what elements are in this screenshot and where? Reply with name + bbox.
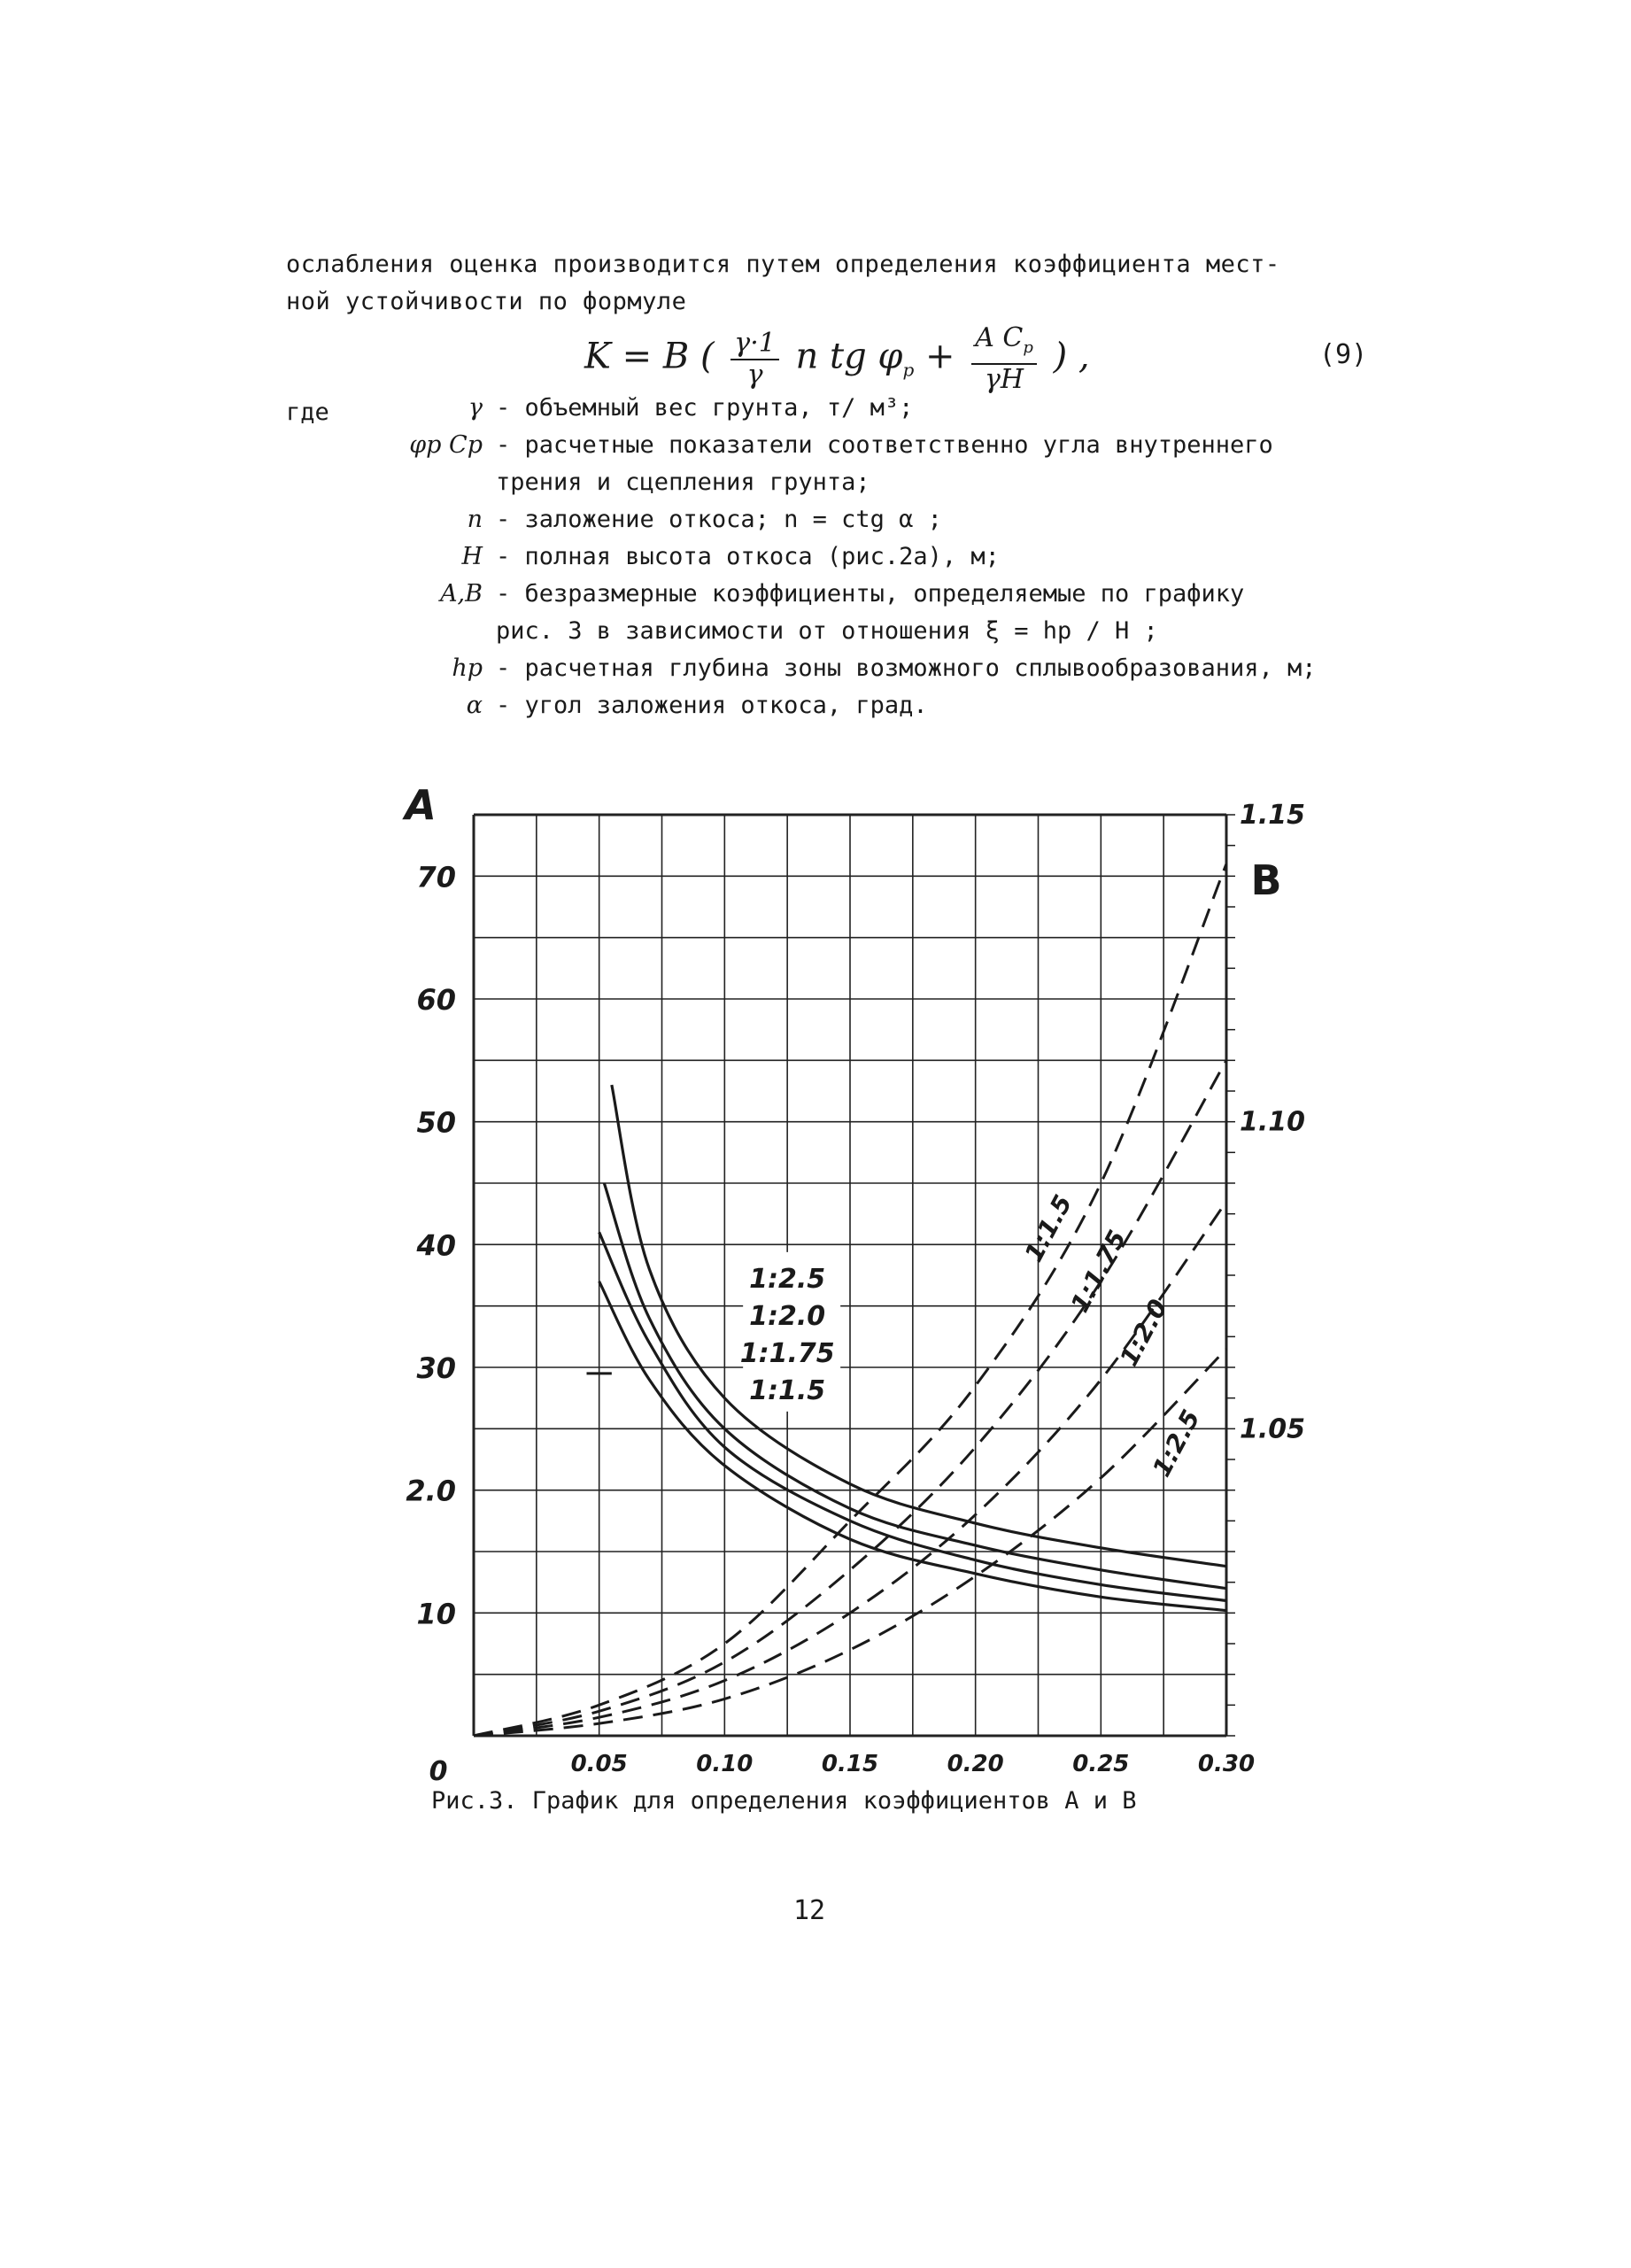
formula-mid: n tg φ: [795, 336, 903, 377]
right-tick-label: 1.10: [1240, 1106, 1306, 1138]
b-curve-label: 1:2.5: [1147, 1405, 1206, 1482]
a-curve-label: 1:1.5: [749, 1374, 826, 1406]
right-axis-title: B: [1250, 856, 1282, 904]
paragraph-line-2: ной устойчивости по формуле: [286, 288, 687, 315]
figure-caption: Рис.3. График для определения коэффициентов А и В: [431, 1787, 1137, 1815]
fraction-2-denominator: γH: [985, 364, 1024, 395]
definition-text: - полная высота откоса (рис.2а), м;: [496, 543, 1000, 570]
formula-lhs: K = B (: [584, 336, 715, 377]
x-tick-label: 0.15: [821, 1751, 879, 1777]
where-label: где: [286, 399, 329, 426]
left-tick-label: 60: [416, 983, 456, 1017]
left-tick-label: 70: [416, 860, 456, 894]
left-tick-label: 30: [416, 1351, 456, 1385]
definition-text: рис. 3 в зависимости от отношения ξ = hр / H ;: [496, 617, 1158, 645]
definition-symbol: n: [467, 506, 483, 533]
a-curve-label: 1:1.75: [739, 1337, 835, 1369]
b-curve-label: 1:1.5: [1018, 1189, 1078, 1267]
definition-symbol: γ: [468, 394, 483, 422]
definition-row: [372, 580, 1434, 617]
definition-text: - расчетные показатели соответственно угла внутреннего: [496, 431, 1273, 459]
definition-row: [372, 431, 1434, 468]
formula-plus: +: [924, 336, 955, 377]
fraction-1-numerator: γ·1: [730, 329, 779, 360]
x-tick-label: 0.25: [1072, 1751, 1130, 1777]
left-tick-label: 40: [416, 1228, 456, 1263]
right-tick-label: 1.15: [1240, 800, 1306, 831]
left-tick-label: 50: [416, 1105, 456, 1140]
definition-text: - заложение откоса; n = ctg α ;: [496, 506, 942, 533]
definition-symbol: A,B: [440, 580, 483, 608]
definition-row: [372, 543, 1434, 580]
equation-number: (9): [1319, 339, 1368, 370]
a-curve-label: 1:2.0: [749, 1300, 826, 1332]
paragraph-line-1: ослабления оценка производится путем определения коэффициента мест-: [286, 251, 1280, 278]
definition-text: - объемный вес грунта, т/ м³;: [496, 394, 914, 422]
definition-row: [372, 394, 1434, 431]
right-tick-label: 1.05: [1240, 1413, 1306, 1445]
definition-symbol: α: [466, 692, 483, 719]
definition-row: [372, 468, 1434, 506]
definition-row: [372, 692, 1434, 729]
definition-text: трения и сцепления грунта;: [496, 468, 870, 496]
left-axis-title: A: [405, 781, 437, 829]
formula-fraction-1: [730, 329, 779, 391]
definition-row: [372, 506, 1434, 543]
fraction-1-denominator: γ: [746, 359, 763, 391]
x-tick-label: 0.20: [947, 1751, 1004, 1777]
definitions-list: [372, 394, 1434, 729]
definition-text: - безразмерные коэффициенты, определяемые по графику: [496, 580, 1245, 608]
definition-text: - расчетная глубина зоны возможного сплывообразования, м;: [496, 654, 1317, 682]
x-tick-label: 0.05: [570, 1751, 628, 1777]
definition-row: [372, 617, 1434, 654]
definition-text: - угол заложения откоса, град.: [496, 692, 928, 719]
b-curve-label: 1:1.75: [1064, 1225, 1132, 1318]
a-curve-label: 1:2.5: [749, 1263, 826, 1295]
b-curve-label: 1:2.0: [1114, 1294, 1174, 1372]
x-origin-label: 0: [429, 1756, 448, 1787]
left-tick-label: 2.0: [406, 1474, 456, 1508]
definition-row: [372, 654, 1434, 692]
definition-symbol: hр: [452, 654, 483, 682]
formula-rhs: ) ,: [1053, 336, 1090, 377]
definition-symbol: H: [461, 543, 483, 570]
formula-9: [584, 323, 1090, 395]
x-tick-label: 0.10: [696, 1751, 754, 1777]
x-tick-label: 0.30: [1197, 1751, 1256, 1777]
fraction-2-numerator: A $C_р$: [971, 323, 1037, 365]
page-number: 12: [793, 1895, 826, 1926]
left-tick-label: 10: [416, 1597, 456, 1631]
coefficient-chart: [354, 779, 1310, 1787]
formula-sub-p: р: [902, 359, 915, 381]
definition-symbol: φр Ср: [409, 431, 483, 459]
formula-fraction-2: [971, 323, 1037, 395]
